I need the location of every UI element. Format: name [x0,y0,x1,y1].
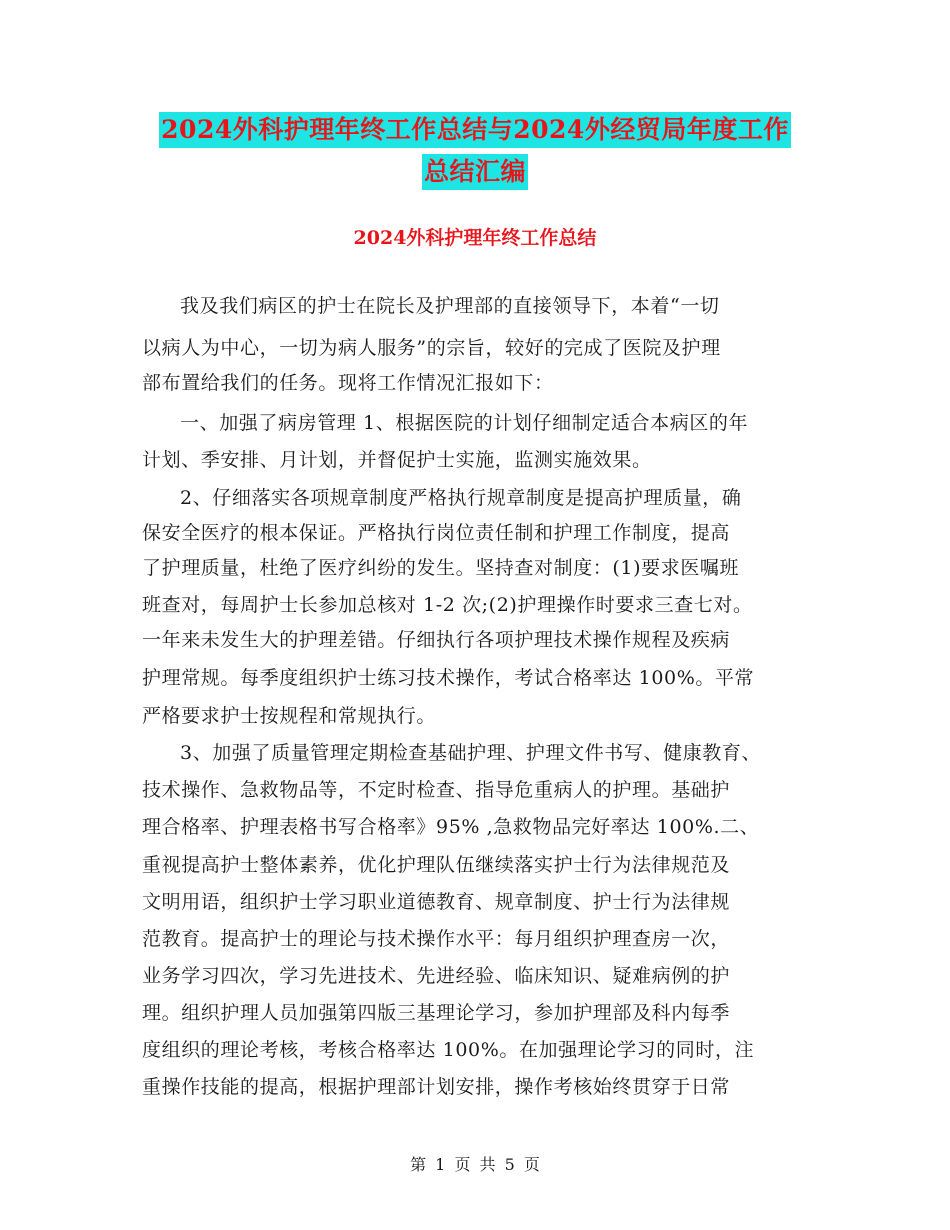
body-line: 一、加强了病房管理 1、根据医院的计划仔细制定适合本病区的年 [180,412,749,434]
body-line: 严格要求护士按规程和常规执行。 [142,705,437,727]
body-line: 部布置给我们的任务。现将工作情况汇报如下： [142,372,554,394]
body-line: 重视提高护士整体素养，优化护理队伍继续落实护士行为法律规范及 [142,854,731,876]
section-title: 2024外科护理年终工作总结 [353,227,597,249]
title-line-1: 2024外科护理年终工作总结与2024外经贸局年度工作 [159,112,791,148]
body-line: 护理常规。每季度组织护士练习技术操作，考试合格率达 100%。平常 [142,667,755,689]
body-line: 文明用语，组织护士学习职业道德教育、规章制度、护士行为法律规 [142,891,731,913]
body-line: 一年来未发生大的护理差错。仔细执行各项护理技术操作规程及疾病 [142,629,731,651]
body-line: 了护理质量，杜绝了医疗纠纷的发生。坚持查对制度：(1)要求医嘱班 [142,557,740,579]
title-line-2: 总结汇编 [422,154,528,190]
body-line: 技术操作、急救物品等，不定时检查、指导危重病人的护理。基础护 [142,779,731,801]
body-line: 理。组织护理人员加强第四版三基理论学习，参加护理部及科内每季 [142,1002,731,1024]
body-line: 保安全医疗的根本保证。严格执行岗位责任制和护理工作制度，提高 [142,522,731,544]
page-footer: 第 1 页 共 5 页 [410,1155,540,1174]
body-line: 2、仔细落实各项规章制度严格执行规章制度是提高护理质量，确 [180,487,742,509]
body-line: 范教育。提高护士的理论与技术操作水平：每月组织护理查房一次， [142,928,731,950]
document-title [0,112,950,190]
body-line: 计划、季安排、月计划，并督促护士实施，监测实施效果。 [142,449,652,471]
body-line: 业务学习四次，学习先进技术、先进经验、临床知识、疑难病例的护 [142,965,731,987]
body-line: 我及我们病区的护士在院长及护理部的直接领导下，本着“一切 [180,295,720,317]
body-line: 度组织的理论考核，考核合格率达 100%。在加强理论学习的同时，注 [142,1039,755,1061]
body-line: 3、加强了质量管理定期检查基础护理、护理文件书写、健康教育、 [180,742,762,764]
body-line: 以病人为中心，一切为病人服务”的宗旨，较好的完成了医院及护理 [142,337,721,359]
body-line: 重操作技能的提高，根据护理部计划安排，操作考核始终贯穿于日常 [142,1076,731,1098]
body-line: 班查对，每周护士长参加总核对 1-2 次;(2)护理操作时要求三查七对。 [142,594,753,616]
body-line: 理合格率、护理表格书写合格率》95% ,急救物品完好率达 100%.二、 [142,816,760,838]
